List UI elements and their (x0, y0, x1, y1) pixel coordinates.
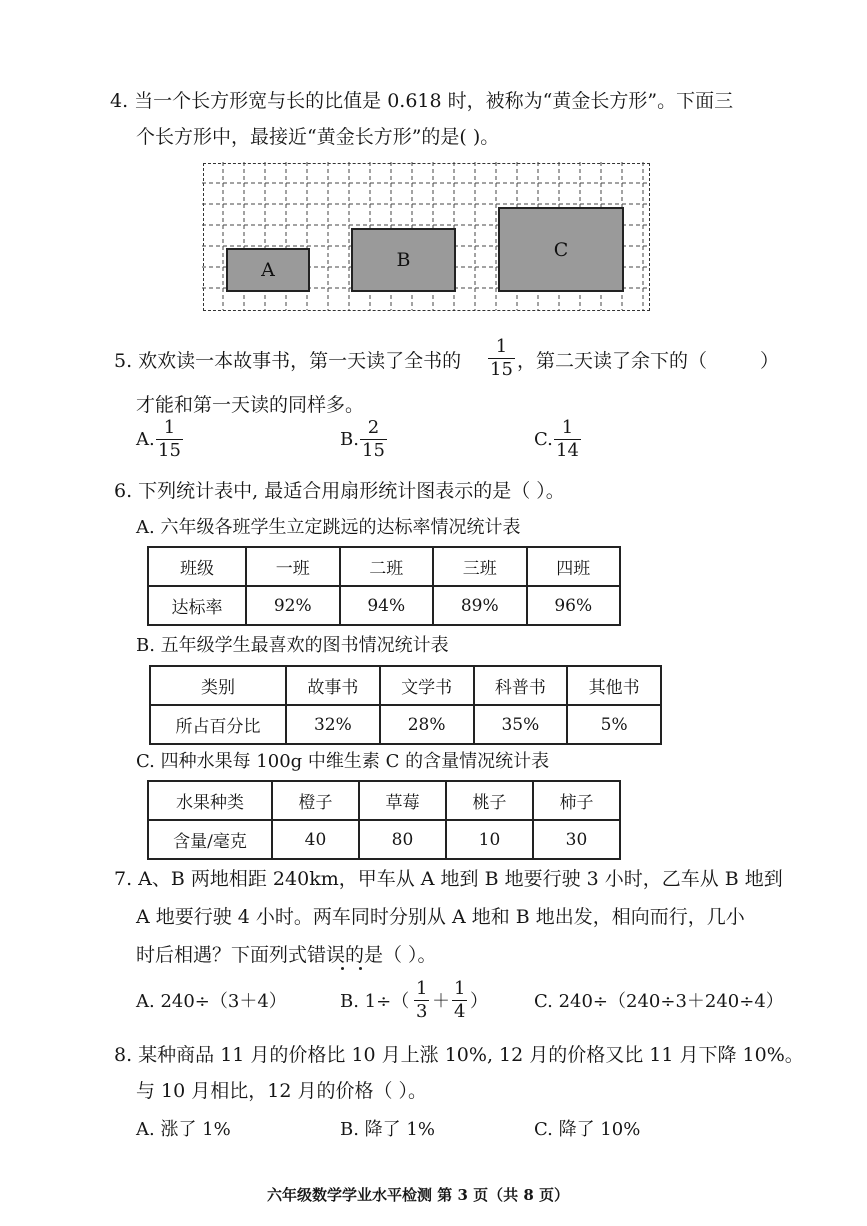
table-cell: 94% (340, 586, 434, 625)
table-cell: 89% (433, 586, 527, 625)
q8-option-c[interactable]: C. 降了 10% (534, 1119, 641, 1140)
q7-frac2-den: 4 (454, 1001, 466, 1022)
q5-option-b-num: 2 (367, 417, 380, 438)
table-b (149, 665, 662, 745)
q7-frac2-num: 1 (454, 978, 466, 999)
q7-line1: 7. A、B 两地相距 240km，甲车从 A 地到 B 地要行驶 3 小时，乙车从 B 地到 (114, 868, 783, 890)
table-cell: 达标率 (148, 586, 246, 625)
table-cell: 科普书 (474, 666, 568, 705)
table-cell: 5% (567, 705, 661, 744)
page-footer: 六年级数学学业水平检测 第 3 页（共 8 页） (267, 1186, 569, 1204)
q5-close: ） (760, 350, 780, 372)
q5-option-c-den: 14 (556, 440, 579, 461)
table-b-title: B. 五年级学生最喜欢的图书情况统计表 (136, 635, 449, 656)
table-cell: 三班 (433, 547, 527, 586)
q5-fraction (488, 336, 515, 381)
table-cell: 40 (272, 820, 359, 859)
table-cell: 故事书 (286, 666, 380, 705)
q7-option-b-plus: ＋ (432, 991, 450, 1012)
q7-line3: 时后相遇？下面列式错误的是（ ）。 (136, 944, 437, 966)
rect-b (351, 228, 456, 292)
table-a-title: A. 六年级各班学生立定跳远的达标率情况统计表 (136, 517, 521, 538)
q5-option-a-label: A. (136, 429, 155, 450)
q8-option-b[interactable]: B. 降了 1% (340, 1119, 435, 1140)
table-cell: 二班 (340, 547, 434, 586)
table-cell: 10 (446, 820, 533, 859)
table-cell: 柿子 (533, 781, 620, 820)
q5-option-c-num: 1 (561, 417, 574, 438)
q6-stem: 6. 下列统计表中, 最适合用扇形统计图表示的是（ ）。 (114, 480, 565, 502)
q5-option-a[interactable] (156, 417, 183, 462)
q7-frac1-den: 3 (416, 1001, 428, 1022)
q7-option-a[interactable]: A. 240÷（3＋4） (136, 991, 287, 1012)
q5-option-b-den: 15 (362, 440, 385, 461)
q7-option-b-frac1 (414, 978, 429, 1023)
table-row (150, 705, 661, 744)
table-cell: 80 (359, 820, 446, 859)
q5-line2: 才能和第一天读的同样多。 (136, 394, 365, 416)
q7-option-b-frac2 (452, 978, 467, 1023)
rect-c-label: C (553, 238, 569, 261)
q5-option-a-num: 1 (163, 417, 176, 438)
table-cell: 32% (286, 705, 380, 744)
q7-option-b-suffix: ） (470, 991, 488, 1012)
q5-suffix: ，第二天读了余下的（ (517, 350, 708, 372)
table-row (150, 666, 661, 705)
q7-option-c[interactable]: C. 240÷（240÷3＋240÷4） (534, 991, 784, 1012)
table-cell: 类别 (150, 666, 286, 705)
table-row (148, 547, 620, 586)
q4-line1: 4. 当一个长方形宽与长的比值是 0.618 时，被称为“黄金长方形”。下面三 (110, 90, 734, 112)
table-cell: 28% (380, 705, 474, 744)
table-row (148, 586, 620, 625)
q5-frac-den: 15 (490, 359, 513, 380)
table-cell: 含量/毫克 (148, 820, 272, 859)
table-cell: 四班 (527, 547, 621, 586)
table-cell: 92% (246, 586, 340, 625)
table-a (147, 546, 621, 626)
q5-option-a-den: 15 (158, 440, 181, 461)
table-cell: 30 (533, 820, 620, 859)
table-cell: 班级 (148, 547, 246, 586)
table-c-title: C. 四种水果每 100g 中维生素 C 的含量情况统计表 (136, 751, 550, 772)
table-row (148, 820, 620, 859)
q7-line2: A 地要行驶 4 小时。两车同时分别从 A 地和 B 地出发，相向而行，几小 (136, 906, 745, 928)
q7-option-b-prefix[interactable]: B. 1÷（ (340, 991, 410, 1012)
table-cell: 96% (527, 586, 621, 625)
emphasis-dot (341, 967, 344, 970)
q5-option-b-label: B. (340, 429, 359, 450)
table-row (148, 781, 620, 820)
rect-b-label: B (396, 249, 411, 271)
rect-a (226, 248, 310, 292)
table-cell: 文学书 (380, 666, 474, 705)
emphasis-dot (359, 967, 362, 970)
table-cell: 草莓 (359, 781, 446, 820)
rect-a-label: A (261, 259, 275, 281)
q8-line1: 8. 某种商品 11 月的价格比 10 月上涨 10%, 12 月的价格又比 11 月下降 10%。 (114, 1044, 804, 1066)
q5-option-b[interactable] (360, 417, 387, 462)
q5-option-c[interactable] (554, 417, 581, 462)
table-cell: 一班 (246, 547, 340, 586)
table-cell: 所占百分比 (150, 705, 286, 744)
table-cell: 水果种类 (148, 781, 272, 820)
table-cell: 橙子 (272, 781, 359, 820)
q5-prefix: 5. 欢欢读一本故事书，第一天读了全书的 (114, 350, 462, 372)
q5-frac-num: 1 (495, 336, 508, 357)
q8-option-a[interactable]: A. 涨了 1% (136, 1119, 231, 1140)
q8-line2: 与 10 月相比，12 月的价格（ ）。 (136, 1080, 428, 1102)
table-c (147, 780, 621, 860)
table-cell: 35% (474, 705, 568, 744)
q4-line2: 个长方形中，最接近“黄金长方形”的是( )。 (136, 126, 500, 148)
q7-frac1-num: 1 (416, 978, 428, 999)
table-cell: 其他书 (567, 666, 661, 705)
q5-option-c-label: C. (534, 429, 553, 450)
rect-c (498, 207, 624, 292)
table-cell: 桃子 (446, 781, 533, 820)
